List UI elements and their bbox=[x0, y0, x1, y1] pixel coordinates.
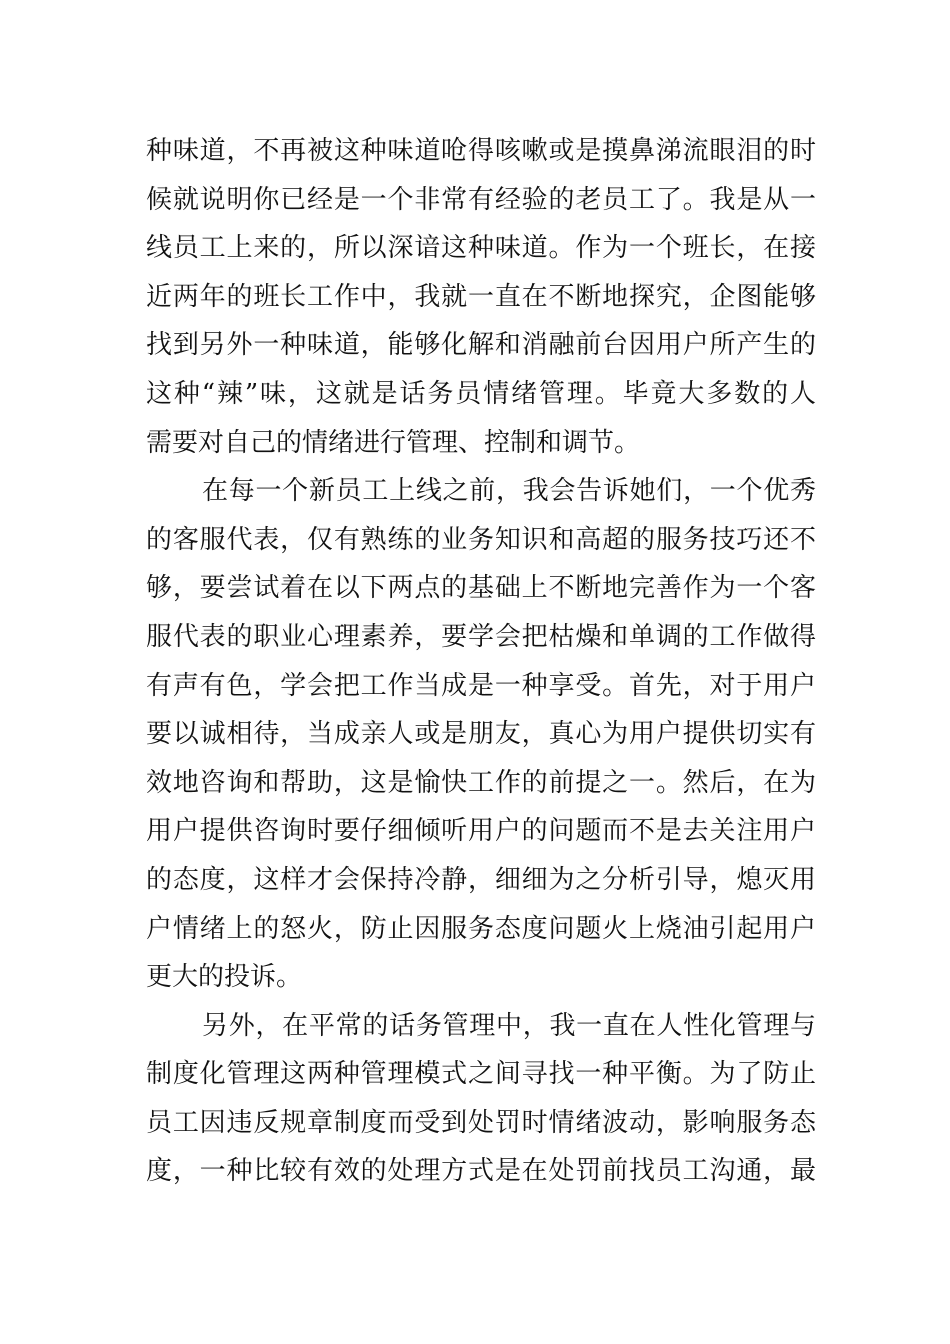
text-line: 服代表的职业心理素养，要学会把枯燥和单调的工作做得 bbox=[146, 621, 816, 652]
text-line: 用户提供咨询时要仔细倾听用户的问题而不是去关注用户 bbox=[146, 816, 816, 847]
text-line: 的客服代表，仅有熟练的业务知识和高超的服务技巧还不 bbox=[146, 524, 816, 555]
text-line: 有声有色，学会把工作当成是一种享受。首先，对于用户 bbox=[146, 670, 816, 701]
text-line: 在每一个新员工上线之前，我会告诉她们，一个优秀 bbox=[202, 476, 816, 507]
paragraph-1 bbox=[146, 127, 816, 467]
text-line: 的态度，这样才会保持冷静，细细为之分析引导，熄灭用 bbox=[146, 864, 816, 895]
text-line: 制度化管理这两种管理模式之间寻找一种平衡。为了防止 bbox=[146, 1059, 816, 1090]
text-line: 这种“辣”味，这就是话务员情绪管理。毕竟大多数的人 bbox=[146, 378, 816, 409]
text-line: 近两年的班长工作中，我就一直在不断地探究，企图能够 bbox=[146, 281, 816, 312]
text-line: 线员工上来的，所以深谙这种味道。作为一个班长，在接 bbox=[146, 233, 816, 264]
text-line: 更大的投诉。 bbox=[146, 962, 303, 993]
text-line: 找到另外一种味道，能够化解和消融前台因用户所产生的 bbox=[146, 330, 816, 361]
text-line: 够，要尝试着在以下两点的基础上不断地完善作为一个客 bbox=[146, 573, 816, 604]
body-text bbox=[146, 127, 816, 1196]
paragraph-2 bbox=[146, 467, 816, 1002]
text-line: 种味道，不再被这种味道呛得咳嗽或是摸鼻涕流眼泪的时 bbox=[146, 136, 816, 166]
text-line: 需要对自己的情绪进行管理、控制和调节。 bbox=[146, 427, 641, 458]
text-line: 度，一种比较有效的处理方式是在处罚前找员工沟通，最 bbox=[146, 1156, 816, 1187]
text-line: 户情绪上的怒火，防止因服务态度问题火上烧油引起用户 bbox=[146, 913, 816, 944]
text-line: 员工因违反规章制度而受到处罚时情绪波动，影响服务态 bbox=[146, 1107, 816, 1138]
text-line: 候就说明你已经是一个非常有经验的老员工了。我是从一 bbox=[146, 184, 816, 215]
text-line: 另外，在平常的话务管理中，我一直在人性化管理与 bbox=[202, 1010, 816, 1041]
text-line: 要以诚相待，当成亲人或是朋友，真心为用户提供切实有 bbox=[146, 719, 816, 750]
paragraph-3 bbox=[146, 1002, 816, 1196]
text-line: 效地咨询和帮助，这是愉快工作的前提之一。然后，在为 bbox=[146, 767, 816, 798]
